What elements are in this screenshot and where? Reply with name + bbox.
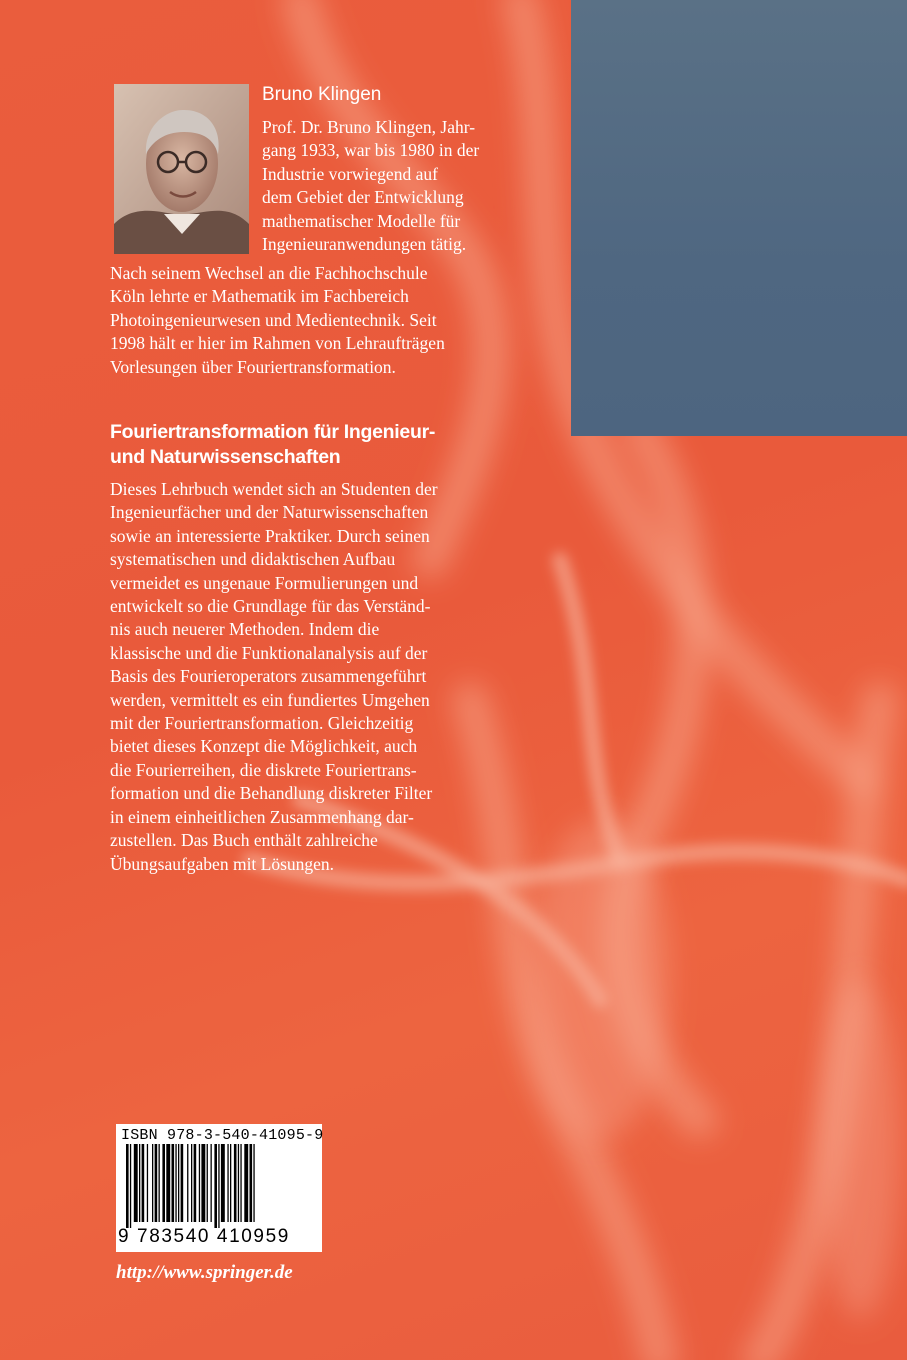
description-line: sowie an interessierte Praktiker. Durch seinen (110, 525, 430, 546)
barcode-bar (187, 1144, 188, 1222)
bio-line: Prof. Dr. Bruno Klingen, Jahr- (262, 117, 476, 137)
barcode-bar (199, 1144, 200, 1222)
barcode-bar (194, 1144, 197, 1222)
barcode-bar (244, 1144, 248, 1222)
title-line: und Naturwissenschaften (110, 446, 341, 468)
ean-digits: 9 783540 410959 (118, 1226, 290, 1247)
description-line: bietet dieses Konzept die Möglichkeit, auch (110, 736, 418, 757)
barcode-bar (253, 1144, 254, 1222)
book-title (110, 420, 580, 470)
barcode-bar (142, 1144, 145, 1222)
barcode-bar (175, 1144, 176, 1222)
bio-line: Photoingenieurwesen und Medientechnik. Seit (110, 309, 437, 330)
description-line: Übungsaufgaben mit Lösungen. (110, 853, 335, 874)
barcode-bar (172, 1144, 175, 1222)
bio-line: 1998 hält er hier im Rahmen von Lehraufträgen (110, 333, 445, 354)
publisher-url[interactable]: http://www.springer.de (116, 1262, 293, 1283)
barcode-bar (181, 1144, 184, 1222)
bio-line: Ingenieuranwendungen tätig. (262, 234, 467, 255)
description-line: zustellen. Das Buch enthält zahlreiche (110, 830, 378, 851)
blue-panel (571, 0, 907, 436)
barcode-bar (155, 1144, 158, 1222)
barcode-bar (126, 1144, 129, 1228)
description-line: vermeidet es ungenaue Formulierungen und (110, 572, 419, 593)
description-line: die Fourierreihen, die diskrete Fouriertrans- (110, 759, 417, 780)
description-line: Ingenieurfächer und der Naturwissenschaften (110, 502, 429, 523)
description-line: entwickelt so die Grundlage für das Verständ- (110, 596, 431, 617)
description-line: mit der Fouriertransformation. Gleichzeitig (110, 713, 414, 734)
barcode-bar (227, 1144, 228, 1222)
description-line: werden, vermittelt es ein fundiertes Umgehen (110, 689, 430, 710)
barcode-bar (214, 1144, 217, 1228)
author-portrait-icon (114, 84, 249, 254)
description-line: in einem einheitlichen Zusammenhang dar- (110, 806, 414, 827)
description-line: nis auch neuerer Methoden. Indem die (110, 619, 380, 640)
barcode-bar (134, 1144, 138, 1222)
barcode-bar (162, 1144, 165, 1222)
bio-line: dem Gebiet der Entwicklung (262, 187, 464, 208)
barcode-bar (221, 1144, 225, 1222)
bio-line: gang 1933, war bis 1980 in der (262, 140, 480, 161)
barcode-bar (201, 1144, 205, 1222)
description-line: Basis des Fourieroperators zusammengeführt (110, 666, 427, 687)
isbn-label: ISBN 978-3-540-41095-9 (121, 1127, 324, 1144)
title-line: Fouriertransformation für Ingenieur- (110, 421, 436, 443)
barcode-bar (130, 1144, 131, 1228)
description-line: klassische und die Funktionalanalysis auf der (110, 642, 428, 663)
description-line: formation und die Behandlung diskreter Filter (110, 783, 433, 804)
isbn-barcode (116, 1124, 322, 1252)
author-photo (114, 84, 249, 254)
barcode-bar (152, 1144, 153, 1222)
author-bio-wrapped (262, 116, 522, 256)
barcode-bar (234, 1144, 237, 1222)
barcode-bar (166, 1144, 170, 1222)
barcode-bar (139, 1144, 140, 1222)
bio-line: Köln lehrte er Mathematik im Fachbereich (110, 286, 409, 307)
barcode-bar (230, 1144, 231, 1222)
barcode-bar (207, 1144, 208, 1222)
barcode-bar (191, 1144, 192, 1222)
description-line: Dieses Lehrbuch wendet sich an Studenten der (110, 479, 438, 499)
barcode-bar (178, 1144, 179, 1222)
book-description (110, 478, 530, 876)
barcode-bar (218, 1144, 219, 1228)
author-name: Bruno Klingen (262, 84, 382, 105)
description-line: systematischen und didaktischen Aufbau (110, 549, 396, 570)
bio-line: Industrie vorwiegend auf (262, 163, 438, 184)
barcode-bar (238, 1144, 239, 1222)
barcode-bar (211, 1144, 212, 1222)
barcode-bar (240, 1144, 241, 1222)
barcode-icon (120, 1144, 318, 1228)
barcode-bar (250, 1144, 253, 1222)
bio-line: mathematischer Modelle für (262, 210, 461, 231)
author-bio-full (110, 262, 540, 379)
barcode-bar (147, 1144, 148, 1222)
barcode-bar (159, 1144, 160, 1222)
bio-line: Nach seinem Wechsel an die Fachhochschule (110, 263, 428, 283)
bio-line: Vorlesungen über Fouriertransformation. (110, 356, 396, 377)
